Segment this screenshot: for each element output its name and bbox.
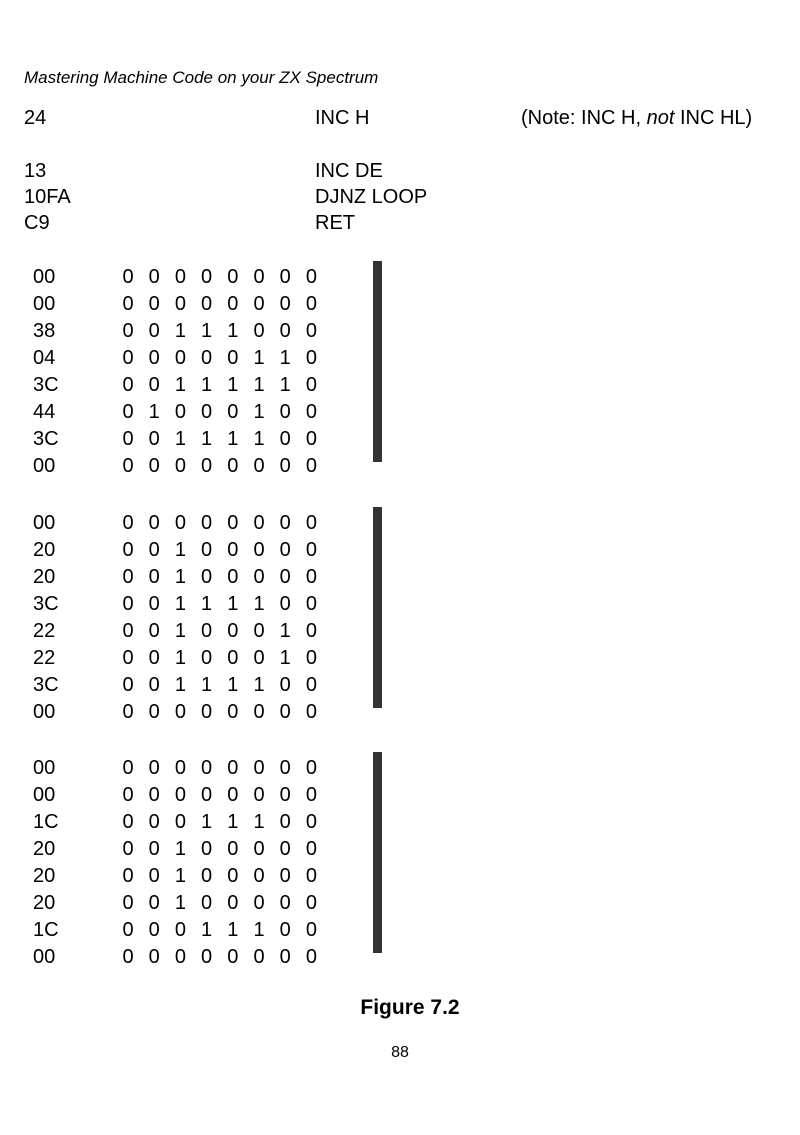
row-hex: 20: [33, 892, 56, 914]
bit-digit: 0: [227, 620, 239, 642]
bit-digit: 0: [122, 838, 134, 860]
pixel-off: [381, 412, 382, 437]
bit-digit: 0: [253, 701, 265, 723]
pixel-grid: [373, 261, 382, 462]
bit-digit: 0: [305, 811, 317, 833]
bit-digit: 0: [227, 701, 239, 723]
row-hex: 20: [33, 539, 56, 561]
row-hex: 00: [33, 455, 56, 477]
pixel-row: [374, 753, 382, 778]
bit-digit: 0: [305, 566, 317, 588]
bit-digit: 1: [253, 919, 265, 941]
bit-digit: 1: [227, 428, 239, 450]
bit-digit: 0: [279, 811, 291, 833]
bit-digit: 0: [305, 512, 317, 534]
row-hex: 22: [33, 647, 56, 669]
bit-digit: 0: [279, 757, 291, 779]
bit-digit: 0: [148, 647, 160, 669]
row-hex: 3C: [33, 374, 59, 396]
pixel-row: [374, 312, 382, 337]
bit-digit: 0: [227, 784, 239, 806]
bit-digit: 0: [122, 647, 134, 669]
bit-digit: 0: [201, 539, 213, 561]
listing-hex-2: 13: [24, 160, 47, 182]
bit-digit: 0: [122, 701, 134, 723]
bit-digit: 1: [174, 320, 186, 342]
bit-digit: 0: [305, 838, 317, 860]
pixel-row: [374, 387, 382, 412]
bit-digit: 0: [227, 647, 239, 669]
bit-digit: 1: [201, 919, 213, 941]
pixel-row: [374, 508, 382, 533]
pixel-row: [374, 683, 382, 708]
bit-digit: 0: [227, 757, 239, 779]
bit-digit: 1: [279, 620, 291, 642]
bit-digit: 0: [305, 892, 317, 914]
bit-digit: 0: [148, 892, 160, 914]
bit-digit: 0: [148, 293, 160, 315]
note-suffix: INC HL): [674, 107, 753, 129]
row-hex: 04: [33, 347, 56, 369]
bit-digit: 1: [253, 428, 265, 450]
bit-digit: 0: [227, 946, 239, 968]
bit-digit: 0: [253, 892, 265, 914]
bit-digit: 0: [305, 784, 317, 806]
pixel-off: [381, 362, 382, 387]
bit-digit: 0: [305, 757, 317, 779]
bit-digit: 0: [174, 455, 186, 477]
bit-digit: 1: [174, 647, 186, 669]
bit-digit: 0: [201, 293, 213, 315]
bit-digit: 0: [122, 455, 134, 477]
bit-digit: 0: [253, 293, 265, 315]
pixel-off: [381, 312, 382, 337]
row-hex: 00: [33, 946, 56, 968]
bit-digit: 0: [201, 757, 213, 779]
bit-digit: 0: [279, 539, 291, 561]
bit-digit: 0: [148, 701, 160, 723]
pixel-grid: [373, 752, 382, 953]
row-hex: 00: [33, 784, 56, 806]
bit-digit: 0: [279, 512, 291, 534]
bit-digit: 0: [201, 401, 213, 423]
pixel-off: [381, 928, 382, 953]
bit-digit: 1: [148, 401, 160, 423]
bit-digit: 0: [253, 757, 265, 779]
bit-digit: 1: [227, 811, 239, 833]
bit-digit: 0: [201, 455, 213, 477]
bit-digit: 0: [253, 539, 265, 561]
listing-instr-3: DJNZ LOOP: [315, 186, 428, 208]
bit-digit: 0: [305, 347, 317, 369]
listing-hex-4: C9: [24, 212, 50, 234]
bit-digit: 0: [122, 674, 134, 696]
bit-digit: 0: [148, 512, 160, 534]
bit-digit: 0: [148, 539, 160, 561]
bit-digit: 0: [279, 701, 291, 723]
pixel-row: [374, 262, 382, 287]
bit-digit: 0: [305, 919, 317, 941]
pixel-off: [381, 262, 382, 287]
pixel-row: [374, 608, 382, 633]
bit-digit: 0: [227, 512, 239, 534]
row-hex: 44: [33, 401, 56, 423]
bit-digit: 0: [253, 838, 265, 860]
bit-digit: 0: [122, 892, 134, 914]
pixel-off: [381, 658, 382, 683]
bit-digit: 0: [279, 566, 291, 588]
bit-digit: 0: [122, 293, 134, 315]
bit-digit: 0: [305, 401, 317, 423]
bit-digit: 0: [122, 428, 134, 450]
bit-digit: 0: [201, 512, 213, 534]
listing-instr-1: INC H: [315, 107, 370, 129]
pixel-off: [381, 828, 382, 853]
bit-digit: 0: [174, 701, 186, 723]
pixel-grid: [373, 507, 382, 708]
bit-digit: 0: [122, 865, 134, 887]
bit-digit: 0: [305, 701, 317, 723]
bit-digit: 1: [279, 647, 291, 669]
bit-digit: 0: [253, 266, 265, 288]
bit-digit: 0: [148, 620, 160, 642]
bit-digit: 0: [305, 455, 317, 477]
pixel-off: [381, 533, 382, 558]
pixel-row: [374, 583, 382, 608]
row-hex: 3C: [33, 593, 59, 615]
bit-digit: 1: [279, 374, 291, 396]
bit-digit: 0: [279, 838, 291, 860]
row-hex: 00: [33, 701, 56, 723]
bit-digit: 0: [305, 320, 317, 342]
bit-digit: 0: [305, 593, 317, 615]
bit-digit: 0: [122, 512, 134, 534]
bit-digit: 0: [227, 266, 239, 288]
pixel-off: [381, 903, 382, 928]
bit-digit: 0: [253, 512, 265, 534]
bit-digit: 0: [253, 620, 265, 642]
bit-digit: 0: [279, 401, 291, 423]
bit-digit: 1: [174, 620, 186, 642]
bit-digit: 0: [148, 566, 160, 588]
bit-digit: 0: [279, 266, 291, 288]
bit-digit: 1: [174, 374, 186, 396]
bit-digit: 0: [174, 401, 186, 423]
bit-digit: 1: [174, 892, 186, 914]
bit-digit: 0: [174, 347, 186, 369]
bit-digit: 0: [148, 593, 160, 615]
bit-digit: 0: [201, 784, 213, 806]
bit-digit: 0: [305, 946, 317, 968]
bit-digit: 0: [201, 701, 213, 723]
bit-digit: 0: [227, 293, 239, 315]
bit-digit: 1: [174, 674, 186, 696]
bit-digit: 0: [148, 865, 160, 887]
bit-digit: 0: [148, 946, 160, 968]
bit-digit: 1: [227, 374, 239, 396]
row-hex: 00: [33, 266, 56, 288]
bit-digit: 0: [227, 401, 239, 423]
bit-digit: 1: [201, 374, 213, 396]
bit-digit: 0: [122, 593, 134, 615]
bit-digit: 1: [227, 320, 239, 342]
bit-digit: 0: [122, 266, 134, 288]
pixel-off: [381, 287, 382, 312]
bit-digit: 0: [253, 784, 265, 806]
pixel-row: [374, 878, 382, 903]
bit-digit: 1: [253, 401, 265, 423]
listing-hex-3: 10FA: [24, 186, 71, 208]
pixel-row: [374, 853, 382, 878]
bit-digit: 0: [227, 838, 239, 860]
pixel-off: [381, 508, 382, 533]
bit-digit: 1: [201, 593, 213, 615]
bit-digit: 0: [201, 620, 213, 642]
bit-digit: 0: [279, 428, 291, 450]
bit-digit: 1: [174, 865, 186, 887]
bit-digit: 0: [201, 647, 213, 669]
pixel-off: [381, 387, 382, 412]
pixel-off: [381, 558, 382, 583]
bit-digit: 0: [305, 674, 317, 696]
bit-digit: 0: [148, 757, 160, 779]
page-number: 88: [391, 1044, 409, 1061]
bit-digit: 0: [122, 784, 134, 806]
bit-digit: 0: [174, 811, 186, 833]
bit-digit: 0: [174, 266, 186, 288]
bit-digit: 0: [122, 811, 134, 833]
bit-digit: 0: [122, 919, 134, 941]
bit-digit: 1: [201, 811, 213, 833]
bit-digit: 1: [174, 539, 186, 561]
bit-digit: 0: [279, 593, 291, 615]
row-hex: 3C: [33, 428, 59, 450]
pixel-row: [374, 928, 382, 953]
pixel-off: [381, 337, 382, 362]
pixel-row: [374, 633, 382, 658]
bit-digit: 0: [148, 374, 160, 396]
bit-digit: 1: [227, 593, 239, 615]
note-emphasis: not: [646, 107, 675, 129]
bit-digit: 1: [174, 838, 186, 860]
bit-digit: 1: [253, 347, 265, 369]
bit-digit: 0: [279, 865, 291, 887]
pixel-off: [381, 853, 382, 878]
bit-digit: 0: [122, 539, 134, 561]
bit-digit: 0: [279, 946, 291, 968]
row-hex: 22: [33, 620, 56, 642]
bit-digit: 0: [253, 946, 265, 968]
pixel-row: [374, 412, 382, 437]
listing-hex-1: 24: [24, 107, 47, 129]
bit-digit: 0: [201, 865, 213, 887]
bit-digit: 0: [201, 347, 213, 369]
bit-digit: 0: [122, 320, 134, 342]
bit-digit: 0: [122, 374, 134, 396]
pixel-row: [374, 803, 382, 828]
pixel-off: [381, 778, 382, 803]
running-header: Mastering Machine Code on your ZX Spectrum: [24, 68, 379, 87]
bit-digit: 0: [148, 784, 160, 806]
pixel-off: [381, 878, 382, 903]
pixel-row: [374, 362, 382, 387]
bit-digit: 0: [305, 374, 317, 396]
bit-digit: 0: [201, 838, 213, 860]
bit-digit: 1: [253, 593, 265, 615]
bit-digit: 0: [148, 320, 160, 342]
listing-note: [521, 105, 781, 131]
pixel-row: [374, 778, 382, 803]
bit-digit: 0: [148, 674, 160, 696]
pixel-off: [381, 583, 382, 608]
pixel-row: [374, 903, 382, 928]
bit-digit: 0: [279, 320, 291, 342]
note-prefix: (Note: INC H,: [521, 107, 647, 129]
bit-digit: 1: [253, 374, 265, 396]
row-hex: 20: [33, 865, 56, 887]
bit-digit: 1: [201, 428, 213, 450]
bit-digit: 0: [174, 293, 186, 315]
bit-digit: 1: [227, 674, 239, 696]
bit-digit: 1: [227, 919, 239, 941]
figure-caption: Figure 7.2: [360, 996, 460, 1019]
bit-digit: 0: [279, 892, 291, 914]
pixel-off: [381, 753, 382, 778]
bit-digit: 1: [279, 347, 291, 369]
pixel-row: [374, 558, 382, 583]
pixel-off: [381, 437, 382, 462]
bit-digit: 1: [201, 674, 213, 696]
bit-digit: 0: [201, 946, 213, 968]
pixel-row: [374, 658, 382, 683]
listing-instr-4: RET: [315, 212, 355, 234]
pixel-row: [374, 287, 382, 312]
pixel-off: [381, 608, 382, 633]
bit-digit: 0: [227, 865, 239, 887]
bit-digit: 0: [148, 266, 160, 288]
bit-digit: 0: [305, 539, 317, 561]
bit-digit: 1: [201, 320, 213, 342]
bit-digit: 1: [253, 674, 265, 696]
bit-digit: 0: [227, 566, 239, 588]
bit-digit: 1: [253, 811, 265, 833]
row-hex: 20: [33, 838, 56, 860]
bit-digit: 0: [148, 347, 160, 369]
row-hex: 20: [33, 566, 56, 588]
pixel-row: [374, 828, 382, 853]
bit-digit: 0: [227, 539, 239, 561]
bit-digit: 0: [279, 293, 291, 315]
bit-digit: 0: [253, 647, 265, 669]
bit-digit: 0: [305, 266, 317, 288]
bit-digit: 0: [148, 428, 160, 450]
bit-digit: 1: [174, 566, 186, 588]
bit-digit: 0: [253, 566, 265, 588]
bit-digit: 0: [201, 892, 213, 914]
row-hex: 00: [33, 512, 56, 534]
bit-digit: 0: [122, 946, 134, 968]
bit-digit: 1: [174, 593, 186, 615]
bit-digit: 0: [305, 620, 317, 642]
bit-digit: 0: [174, 512, 186, 534]
bit-digit: 0: [305, 647, 317, 669]
pixel-row: [374, 337, 382, 362]
pixel-off: [381, 803, 382, 828]
bit-digit: 0: [148, 838, 160, 860]
bit-digit: 0: [305, 293, 317, 315]
row-hex: 1C: [33, 811, 59, 833]
bit-digit: 0: [122, 566, 134, 588]
row-hex: 3C: [33, 674, 59, 696]
pixel-row: [374, 533, 382, 558]
bit-digit: 0: [253, 865, 265, 887]
bit-digit: 0: [305, 428, 317, 450]
bit-digit: 0: [122, 620, 134, 642]
bit-digit: 0: [174, 946, 186, 968]
bit-digit: 0: [148, 919, 160, 941]
row-hex: 00: [33, 757, 56, 779]
bit-digit: 0: [253, 320, 265, 342]
row-hex: 00: [33, 293, 56, 315]
bit-digit: 0: [279, 455, 291, 477]
bit-digit: 0: [305, 865, 317, 887]
bit-digit: 0: [279, 784, 291, 806]
bit-digit: 0: [253, 455, 265, 477]
bit-digit: 0: [174, 757, 186, 779]
bit-digit: 0: [227, 347, 239, 369]
pixel-off: [381, 683, 382, 708]
bit-digit: 0: [201, 566, 213, 588]
bit-digit: 0: [148, 811, 160, 833]
bit-digit: 1: [174, 428, 186, 450]
bit-digit: 0: [279, 674, 291, 696]
bit-digit: 0: [122, 401, 134, 423]
bit-digit: 0: [174, 784, 186, 806]
bit-digit: 0: [201, 266, 213, 288]
row-hex: 1C: [33, 919, 59, 941]
bit-digit: 0: [227, 455, 239, 477]
bit-digit: 0: [148, 455, 160, 477]
listing-instr-2: INC DE: [315, 160, 383, 182]
pixel-row: [374, 437, 382, 462]
bit-digit: 0: [227, 892, 239, 914]
bit-digit: 0: [174, 919, 186, 941]
bit-digit: 0: [122, 347, 134, 369]
row-hex: 38: [33, 320, 56, 342]
pixel-off: [381, 633, 382, 658]
bit-digit: 0: [122, 757, 134, 779]
bit-digit: 0: [279, 919, 291, 941]
